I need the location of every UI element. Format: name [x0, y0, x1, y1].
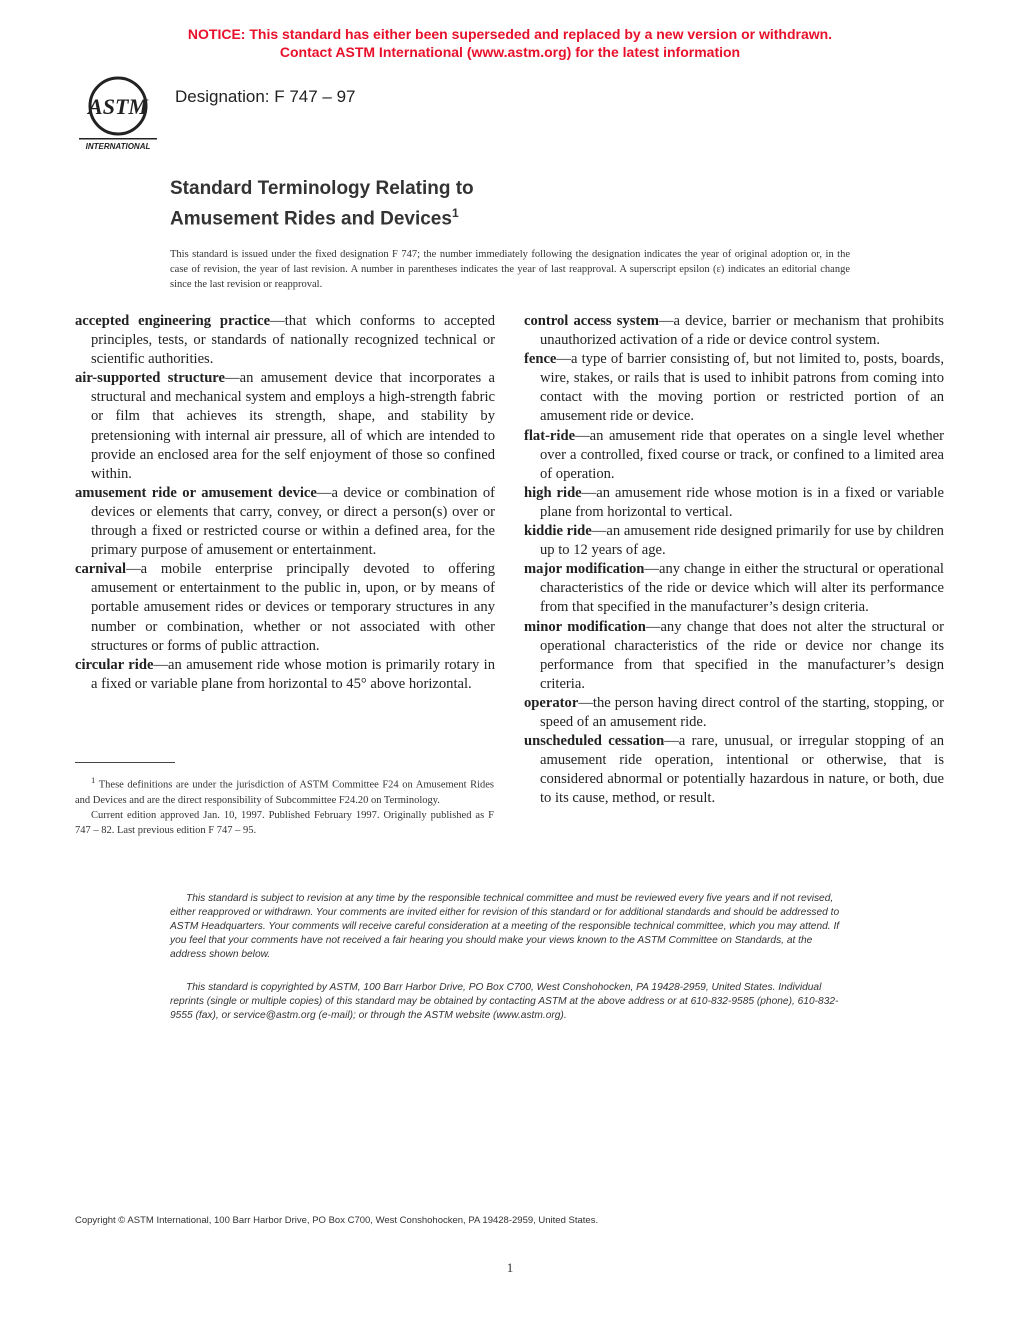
term-entry — [75, 656, 495, 694]
term-name: amusement ride or amusement device — [75, 484, 317, 501]
title-line-2: Amusement Rides and Devices$^1$ — [170, 206, 459, 230]
term-name: unscheduled cessation — [524, 733, 665, 750]
copyright-statement — [170, 981, 850, 1023]
term-name: control access system — [524, 313, 659, 329]
term-definition: —a device or combination of devices or elements that carry, convey, or direct a person(s) over or through a fixed or restricted course or within a defined area, for the primary purpose of amusement or entertainment. — [91, 484, 495, 559]
footnote-2: Current edition approved Jan. 10, 1997. Published February 1997. Originally published as F 747 – 82. Last previous edition F 747 – 95. — [75, 809, 494, 836]
term-definition: —a rare, unusual, or irregular stopping of an amusement ride operation, intentional or otherwise, that is considered abnormal or potentially hazardous in nature, or both, due to its cause, method, or result. — [540, 733, 944, 807]
title-footnote-mark: 1 — [451, 206, 459, 220]
term-definition: —any change in either the structural or operational characteristics of the ride or device which will alter its performance from that specified in the manufacturer’s design criteria. — [540, 561, 944, 616]
term-name: minor modification — [524, 618, 646, 635]
term-definition: —that which conforms to accepted principles, tests, or standards of nationally recognized technical or scientific authorities. — [91, 313, 496, 368]
notice-line-1: NOTICE: This standard has either been superseded and replaced by a new version or withdrawn. — [187, 26, 833, 42]
term-name: major modification — [524, 561, 645, 578]
term-definition: —a type of barrier consisting of, but not limited to, posts, boards, wire, stakes, or rails that is used to inhibit patrons from coming into contact with the moving portion or restricted portion of an amusement ride or device. — [540, 351, 944, 425]
designation: Designation: F 747 – 97 — [175, 87, 356, 106]
term-entry — [524, 427, 944, 484]
term-entry — [524, 350, 944, 426]
term-entry — [75, 312, 495, 369]
term-definition: —an amusement ride designed primarily for use by children up to 12 years of age. — [540, 523, 944, 559]
copyright-footer: Copyright © ASTM International, 100 Barr Harbor Drive, PO Box C700, West Conshohocken, PA 19428-2959, United States. — [75, 1215, 599, 1226]
term-definition: —an amusement ride whose motion is primarily rotary in a fixed or variable plane from horizontal to 45° above horizontal. — [91, 656, 495, 692]
revision-statement-text: This standard is subject to revision at any time by the responsible technical committee and must be reviewed every five years and if not revised, either reapproved or withdrawn. Your comments are invited either for revision of this standard or for additional standards and should be addressed to ASTM Headquarters. Your comments will receive careful consideration at a meeting of the responsible technical committee, which you may attend. If you feel that your comments have not received a fair hearing you should make your views known to the ASTM Committee on Standards, at the address shown below. — [170, 893, 840, 960]
footnote-1 — [75, 773, 494, 808]
term-definition: —an amusement device that incorporates a structural and mechanical system and employs a high-strength fabric or film that achieves its strength, shape, and stability by pretensioning with internal air pressure, all of which are intended to provide an enclosed area for the self enjoyment of those so confined within. — [91, 370, 495, 482]
term-definition: —an amusement ride whose motion is in a fixed or variable plane from horizontal to vertical. — [540, 484, 944, 520]
term-entry — [524, 312, 944, 350]
term-definition: —an amusement ride that operates on a single level whether over a controlled, fixed course or track, or confined to a limited area of operation. — [540, 427, 944, 482]
notice-banner — [0, 25, 1020, 61]
term-name: air-supported structure — [75, 370, 225, 387]
page-number: 1 — [506, 1260, 514, 1275]
notice-line-2: Contact ASTM International (www.astm.org) for the latest information — [279, 44, 741, 60]
footnote-text-1: These definitions are under the jurisdiction of ASTM Committee F24 on Amusement Rides and Devices and are the direct responsibility of Subcommittee F24.20 on Terminology. — [75, 779, 494, 806]
term-name: circular ride — [75, 656, 154, 673]
intro-paragraph: This standard is issued under the fixed designation F 747; the number immediately following the designation indicates the year of original adoption or, in the case of revision, the year of last revision. A number in parentheses indicates the year of last reapproval. A superscript epsilon (ε) indicates an editorial change since the last revision or reapproval. — [170, 249, 850, 290]
term-name: operator — [524, 694, 579, 711]
term-entry — [524, 618, 944, 694]
term-definition: —a mobile enterprise principally devoted to offering amusement or entertainment to the public in, upon, or by means of portable amusement rides or devices or temporary structures in any number or combination, whether or not associated with other structures or forms of public attraction. — [91, 561, 495, 654]
term-name: fence — [524, 351, 557, 368]
term-entry — [75, 369, 495, 484]
term-name: high ride — [524, 484, 582, 501]
term-entry — [75, 560, 495, 655]
astm-logo-icon — [75, 72, 161, 152]
astm-logo — [75, 72, 161, 152]
term-entry — [524, 560, 944, 617]
term-definition: —any change that does not alter the structural or operational characteristics of the ride or device nor change its performance from that specified in the manufacturer’s design criteria. — [540, 618, 944, 692]
logo-subtitle: INTERNATIONAL — [85, 142, 151, 151]
logo-wordmark: ASTM — [88, 94, 148, 119]
footnote-divider — [75, 762, 175, 763]
footnote-mark: 1 — [91, 775, 96, 785]
term-name: kiddie ride — [524, 523, 592, 540]
term-entry — [524, 732, 944, 808]
term-name: accepted engineering practice — [75, 313, 271, 329]
right-column — [524, 312, 944, 808]
page-title — [170, 176, 474, 231]
copyright-statement-text: This standard is copyrighted by ASTM, 100 Barr Harbor Drive, PO Box C700, West Conshohocken, PA 19428-2959, United States. Individual reprints (single or multiple copies) of this standard may be obtained by contacting ASTM at the above address or at 610-832-9585 (phone), 610-832-9555 (fax), or service@astm.org (e-mail); or through the ASTM website (www.astm.org). — [170, 982, 839, 1021]
left-column — [75, 312, 495, 694]
term-definition: —a device, barrier or mechanism that prohibits unauthorized activation of a ride or device control system. — [540, 313, 944, 349]
term-name: carnival — [75, 561, 127, 578]
footnote — [75, 773, 494, 838]
term-definition: —the person having direct control of the starting, stopping, or speed of an amusement ride. — [540, 694, 944, 730]
revision-statement — [170, 892, 850, 962]
term-name: flat-ride — [524, 427, 576, 444]
term-entry — [75, 484, 495, 560]
term-entry — [524, 484, 944, 522]
title-line-1: Standard Terminology Relating to — [170, 178, 474, 199]
term-entry — [524, 522, 944, 560]
term-entry — [524, 694, 944, 732]
